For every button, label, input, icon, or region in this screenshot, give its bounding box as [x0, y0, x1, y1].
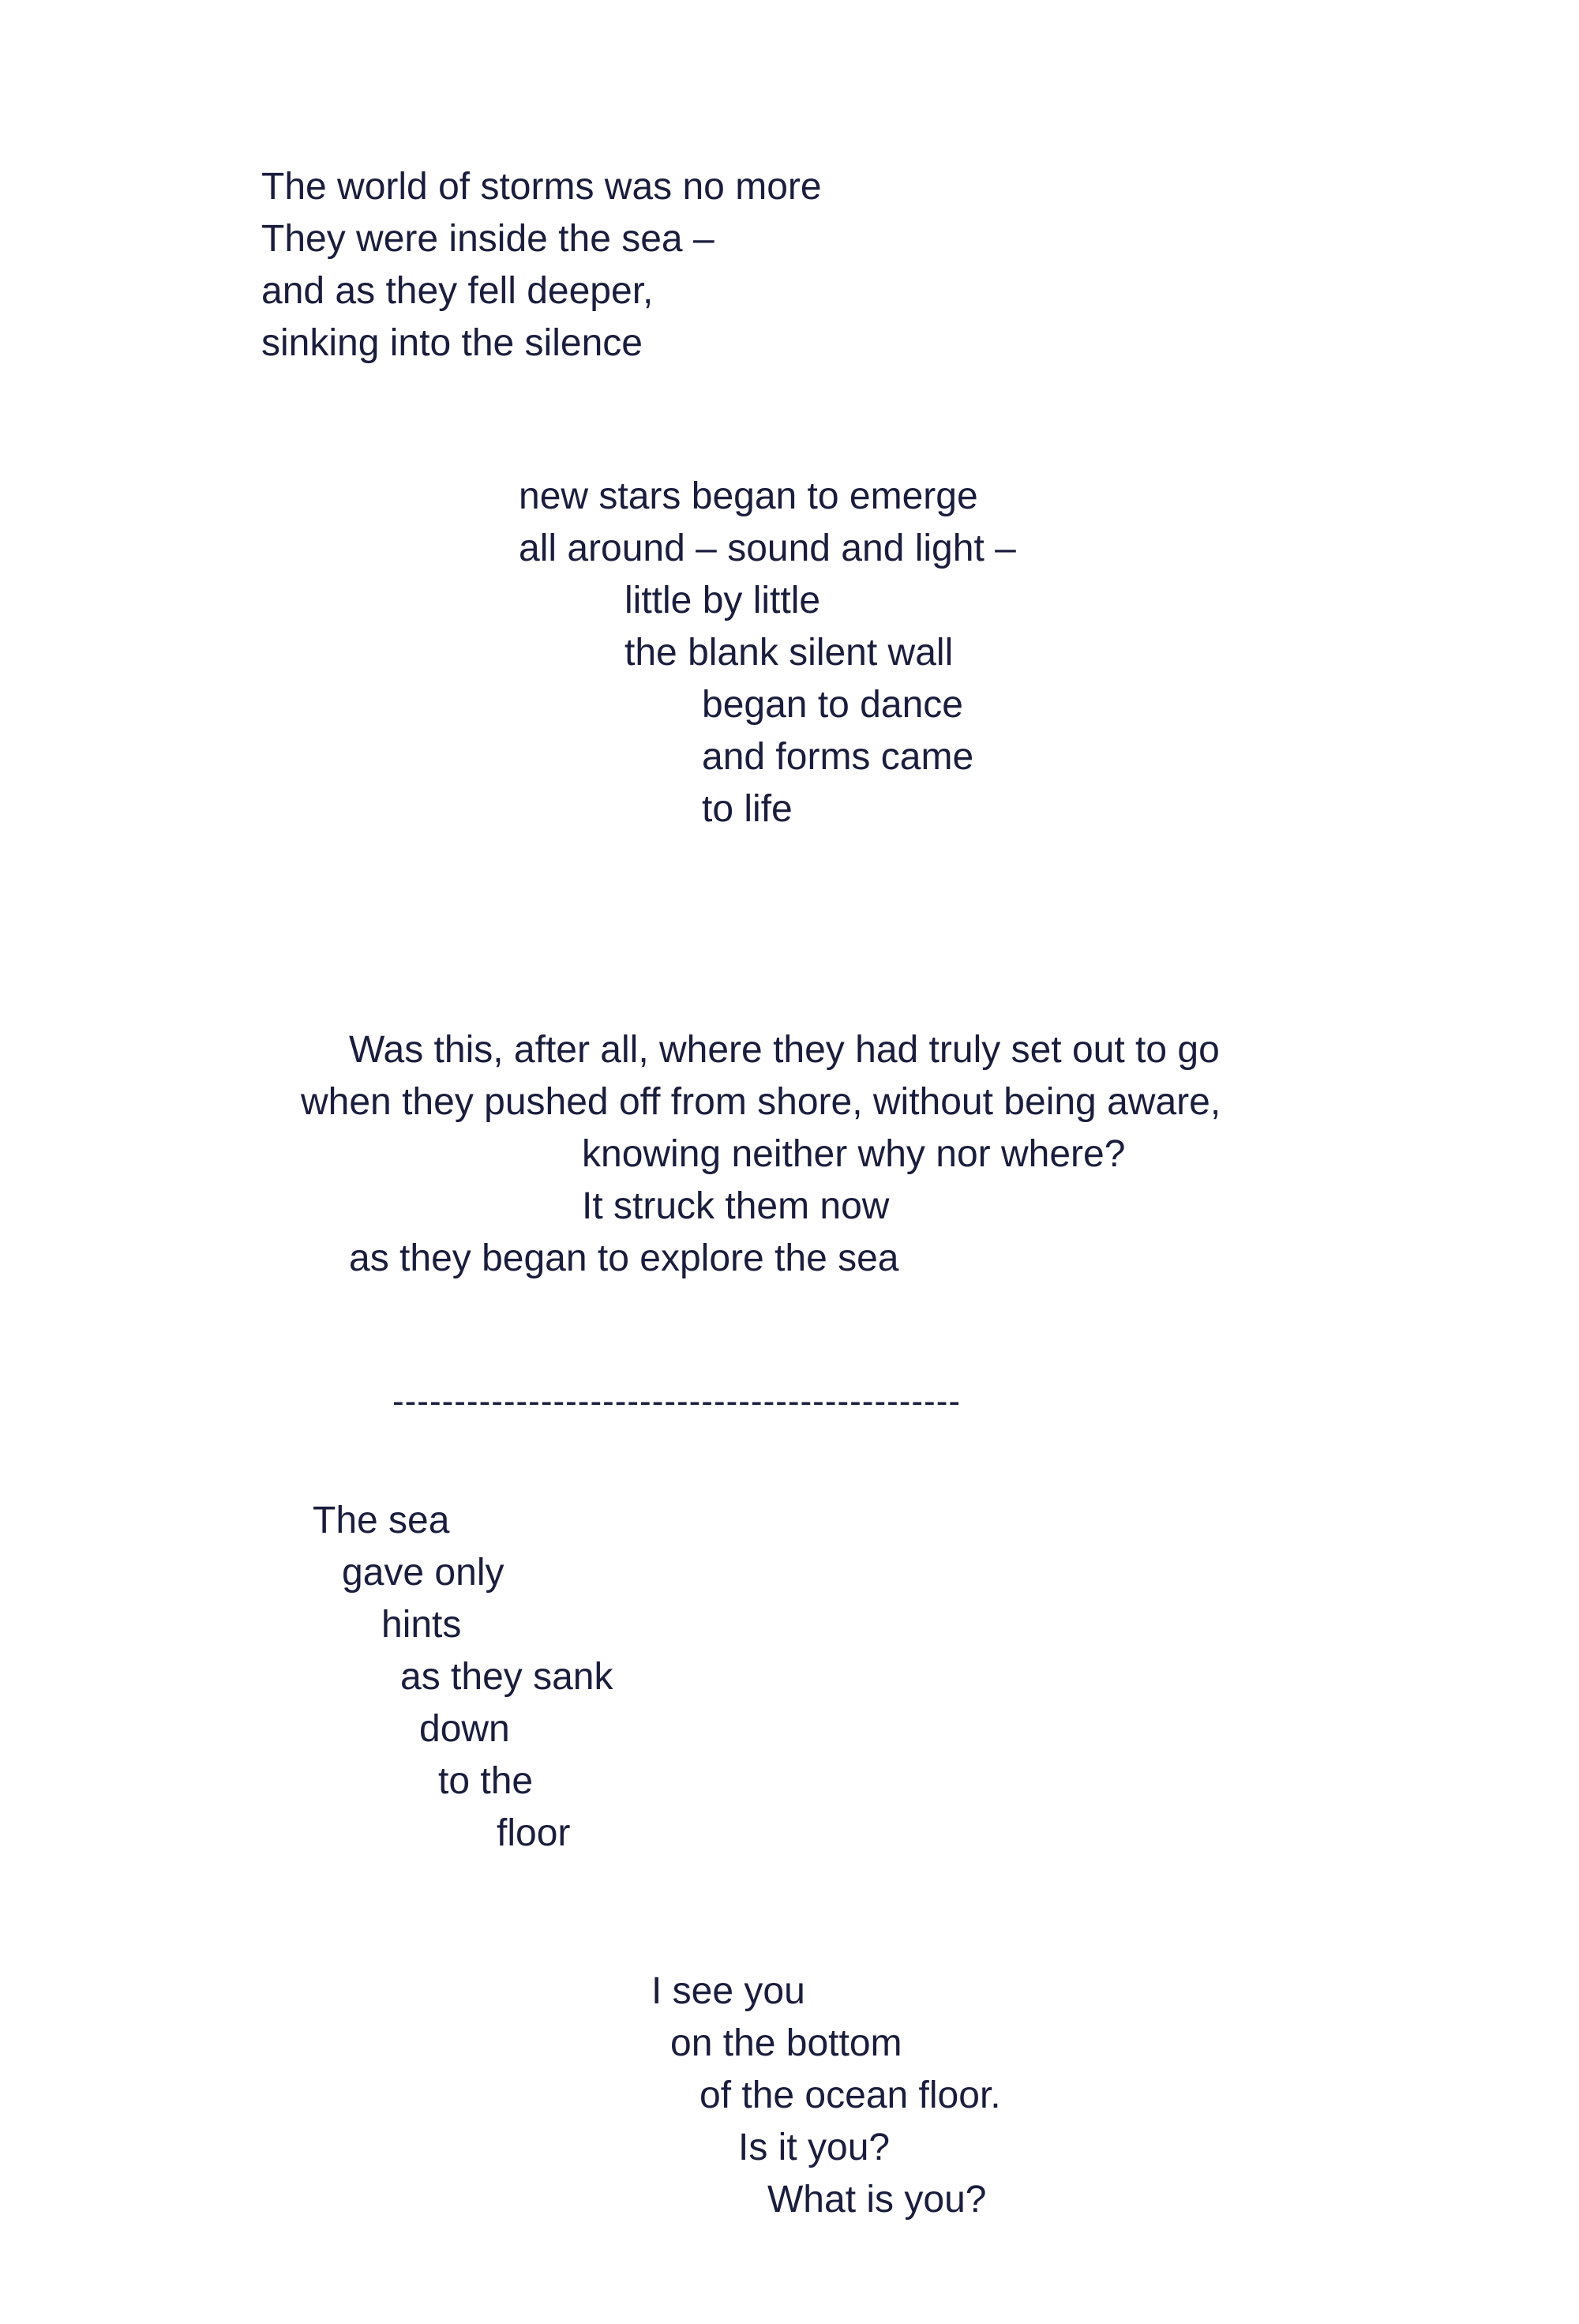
- poem-line: of the ocean floor.: [699, 2074, 1001, 2116]
- poem-line: gave only: [342, 1552, 504, 1594]
- poem-line: new stars began to emerge: [519, 475, 978, 517]
- poem-line: floor: [497, 1812, 571, 1854]
- poem-line: down: [419, 1708, 510, 1750]
- poem-line: to the: [438, 1760, 534, 1802]
- poem-line: all around – sound and light –: [519, 527, 1016, 569]
- poem-line: sinking into the silence: [261, 322, 643, 364]
- poem-line: I see you: [651, 1970, 805, 2012]
- poem-line: on the bottom: [670, 2022, 902, 2064]
- poem-line: began to dance: [702, 684, 963, 726]
- poem-line: What is you?: [767, 2179, 987, 2221]
- poem-line: to life: [702, 788, 793, 830]
- poem-line: The world of storms was no more: [261, 166, 822, 208]
- poem-line: as they sank: [400, 1656, 613, 1698]
- poem-line: the blank silent wall: [624, 632, 954, 674]
- poem-line: as they began to explore the sea: [349, 1237, 899, 1279]
- poem-line: Is it you?: [738, 2127, 891, 2168]
- poem-line: knowing neither why nor where?: [582, 1133, 1126, 1175]
- poem-line: little by little: [624, 580, 821, 621]
- section-divider: ----------------------------------------------: [392, 1382, 962, 1421]
- poem-line: Was this, after all, where they had truly set out to go: [349, 1029, 1220, 1071]
- poem-line: and forms came: [702, 736, 974, 778]
- poem-line: It struck them now: [582, 1185, 890, 1227]
- poem-line: and as they fell deeper,: [261, 270, 654, 312]
- poem-line: They were inside the sea –: [261, 218, 714, 260]
- poem-line: hints: [381, 1604, 462, 1646]
- poem-line: The sea: [313, 1500, 450, 1541]
- poem-line: when they pushed off from shore, without being aware,: [301, 1081, 1221, 1123]
